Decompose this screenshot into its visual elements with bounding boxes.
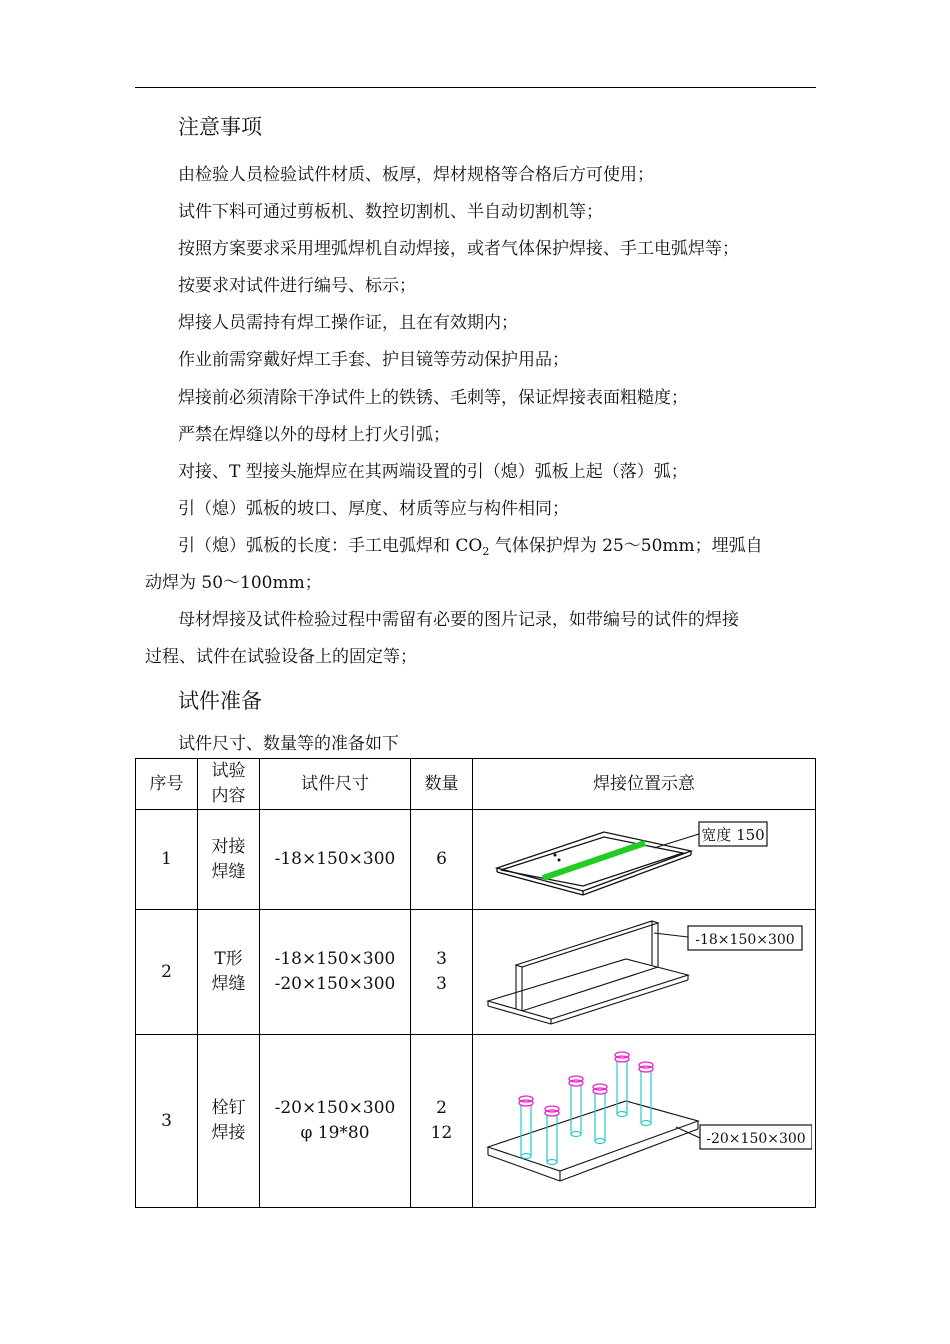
- note-item-9: 对接、T 型接头施焊应在其两端设置的引（熄）弧板上起（落）弧；: [178, 462, 688, 482]
- butt-weld-sketch: [479, 815, 809, 905]
- header-rule: [135, 87, 816, 88]
- header-content: [198, 759, 260, 810]
- cell-content-line1: 对接: [211, 836, 246, 857]
- cell-diagram: [473, 810, 816, 910]
- cell-size-line1: -20×150×300: [274, 1098, 396, 1118]
- cell-no: 2: [136, 910, 198, 1035]
- cell-content-line1: 栓钉: [211, 1098, 246, 1118]
- stud-icon: [639, 1062, 653, 1126]
- header-content-line1: 试验: [211, 761, 246, 781]
- header-size: 试件尺寸: [260, 759, 411, 810]
- note-item-11-subscript: 2: [482, 545, 490, 558]
- note-item-11-text-b: 气体保护焊为 25～50mm；埋弧自: [489, 536, 763, 556]
- header-content-line2: 内容: [211, 786, 246, 806]
- note-item-11: [145, 528, 815, 602]
- cell-size: [260, 910, 411, 1035]
- note-item-7: 焊接前必须清除干净试件上的铁锈、毛刺等，保证焊接表面粗糙度；: [178, 388, 688, 408]
- stud-icon: [545, 1106, 559, 1165]
- section-heading-notes: 注意事项: [178, 115, 262, 139]
- cell-qty-line2: 12: [430, 1123, 453, 1143]
- table-header-row: [136, 759, 816, 810]
- section-heading-specimen: 试件准备: [178, 689, 262, 713]
- cell-qty: [411, 910, 473, 1035]
- cell-content: [198, 910, 260, 1035]
- table-intro: 试件尺寸、数量等的准备如下: [178, 734, 399, 754]
- cell-content-line2: 焊接: [211, 1123, 246, 1143]
- note-item-6: 作业前需穿戴好焊工手套、护目镜等劳动保护用品；: [178, 350, 569, 370]
- callout-label: -18×150×300: [695, 932, 795, 948]
- cell-diagram: [473, 910, 816, 1035]
- note-item-12-line2: 过程、试件在试验设备上的固定等；: [145, 647, 417, 667]
- note-item-12-line1: 母材焊接及试件检验过程中需留有必要的图片记录，如带编号的试件的焊接: [178, 610, 739, 630]
- note-item-2: 试件下料可通过剪板机、数控切割机、半自动切割机等；: [178, 202, 603, 222]
- cell-no: 1: [136, 810, 198, 910]
- callout-label: -20×150×300: [706, 1131, 806, 1147]
- note-item-11-text-a: 引（熄）弧板的长度：手工电弧焊和 CO: [178, 536, 483, 556]
- cell-content: [198, 810, 260, 910]
- stud-group: [519, 1052, 653, 1165]
- cell-content: [198, 1035, 260, 1208]
- cell-size: [260, 810, 411, 910]
- note-item-10: 引（熄）弧板的坡口、厚度、材质等应与构件相同；: [178, 499, 569, 519]
- note-item-4: 按要求对试件进行编号、标示；: [178, 276, 416, 296]
- note-item-3: 按照方案要求采用埋弧焊机自动焊接，或者气体保护焊接、手工电弧焊等；: [178, 239, 739, 259]
- t-joint-sketch: [476, 913, 812, 1031]
- cell-qty-line1: 3: [436, 949, 447, 969]
- cell-qty-line1: 6: [436, 849, 447, 869]
- table-row: [136, 810, 816, 910]
- cell-size-line2: -20×150×300: [274, 974, 396, 994]
- cell-qty-line2: 3: [436, 974, 447, 994]
- note-item-1: 由检验人员检验试件材质、板厚，焊材规格等合格后方可使用；: [178, 165, 654, 185]
- stud-weld-sketch: [476, 1041, 812, 1201]
- callout-label: 宽度 150: [701, 825, 765, 844]
- table-row: [136, 910, 816, 1035]
- note-item-5: 焊接人员需持有焊工操作证，且在有效期内；: [178, 313, 518, 333]
- cell-content-line2: 焊缝: [211, 974, 246, 994]
- note-item-12: [145, 602, 815, 676]
- note-item-8: 严禁在焊缝以外的母材上打火引弧；: [178, 425, 450, 445]
- header-qty: 数量: [411, 759, 473, 810]
- specimen-table: [135, 758, 816, 1208]
- cell-content-line1: T形: [214, 949, 243, 969]
- cell-qty: [411, 810, 473, 910]
- stud-icon: [569, 1076, 583, 1137]
- stud-icon: [593, 1084, 607, 1144]
- stud-icon: [519, 1096, 533, 1159]
- cell-no: 3: [136, 1035, 198, 1208]
- cell-size-line1: -18×150×300: [274, 849, 396, 869]
- cell-diagram: [473, 1035, 816, 1208]
- header-no: 序号: [136, 759, 198, 810]
- cell-size-line2: φ 19*80: [300, 1123, 370, 1143]
- cell-size-line1: -18×150×300: [274, 949, 396, 969]
- cell-size: [260, 1035, 411, 1208]
- header-diagram: 焊接位置示意: [473, 759, 816, 810]
- cell-qty-line1: 2: [436, 1098, 447, 1118]
- table-row: [136, 1035, 816, 1208]
- cell-qty: [411, 1035, 473, 1208]
- cell-content-line2: 焊缝: [211, 861, 246, 882]
- stud-icon: [615, 1052, 629, 1117]
- note-item-11-line2: 动焊为 50～100mm；: [145, 573, 322, 593]
